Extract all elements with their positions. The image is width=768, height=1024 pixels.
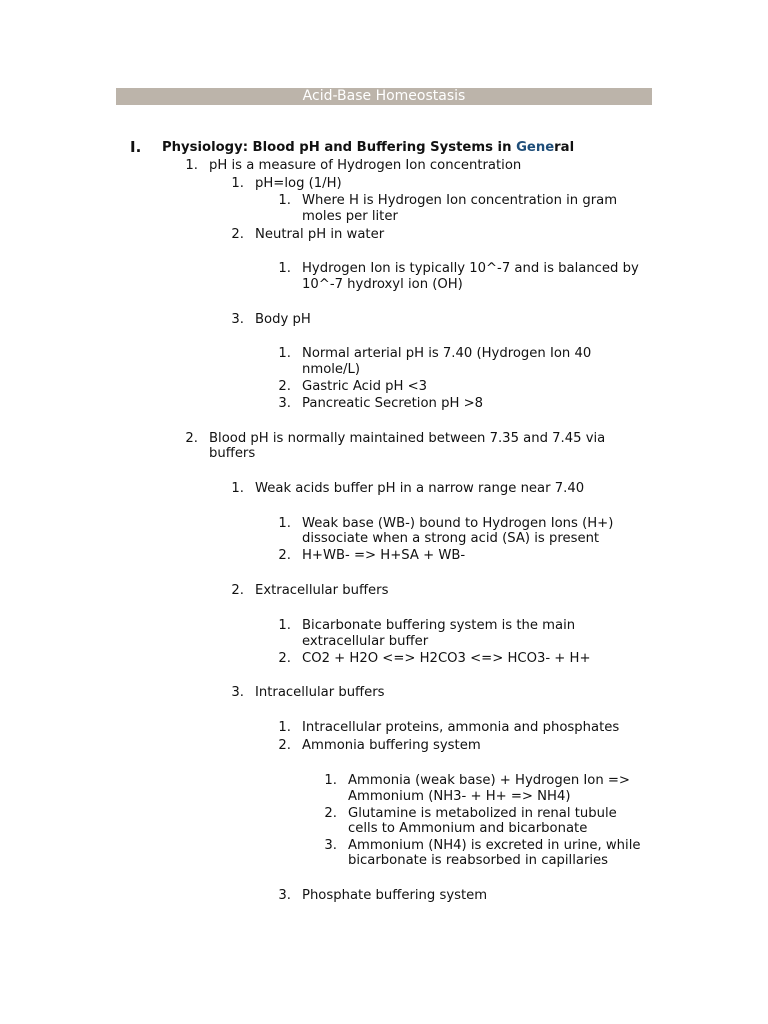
list-item-continued: extracellular buffer xyxy=(302,634,429,649)
list-number: 2. xyxy=(278,651,291,666)
list-number: 2. xyxy=(231,583,244,598)
list-item: Ammonia buffering system xyxy=(302,738,481,753)
list-number: 2. xyxy=(324,806,337,821)
list-number: 3. xyxy=(231,685,244,700)
list-item: Pancreatic Secretion pH >8 xyxy=(302,396,484,411)
list-item: Neutral pH in water xyxy=(255,227,385,242)
list-item: CO2 + H2O <=> H2CO3 <=> HCO3- + H+ xyxy=(302,651,591,666)
list-number: 2. xyxy=(185,431,198,446)
heading-text-end: ral xyxy=(554,140,575,155)
list-item: pH=log (1/H) xyxy=(255,176,342,191)
list-item-continued: bicarbonate is reabsorbed in capillaries xyxy=(348,853,609,868)
heading-highlight: Gene xyxy=(516,140,555,155)
list-number: 1. xyxy=(231,176,244,191)
list-item: Glutamine is metabolized in renal tubule xyxy=(348,806,617,821)
heading-text: Physiology: Blood pH and Buffering Systems in xyxy=(162,140,517,155)
list-number: 3. xyxy=(278,888,291,903)
list-number: 1. xyxy=(231,481,244,496)
list-item: H+WB- => H+SA + WB- xyxy=(302,548,466,563)
list-number: 1. xyxy=(185,158,198,173)
list-item-continued: buffers xyxy=(209,446,256,461)
list-number: 2. xyxy=(278,379,291,394)
list-number: 1. xyxy=(278,346,291,361)
document-title: Acid-Base Homeostasis xyxy=(116,88,652,105)
list-item-continued: 10^-7 hydroxyl ion (OH) xyxy=(302,277,463,292)
list-item: Weak acids buffer pH in a narrow range near 7.40 xyxy=(255,481,585,496)
list-item: Bicarbonate buffering system is the main xyxy=(302,618,576,633)
list-item: Weak base (WB-) bound to Hydrogen Ions (H+) xyxy=(302,516,614,531)
list-number: 1. xyxy=(324,773,337,788)
list-item: Gastric Acid pH <3 xyxy=(302,379,428,394)
list-item-continued: cells to Ammonium and bicarbonate xyxy=(348,821,588,836)
list-item: Intracellular proteins, ammonia and phosphates xyxy=(302,720,620,735)
list-number: 1. xyxy=(278,193,291,208)
list-number: 3. xyxy=(231,312,244,327)
list-item: Hydrogen Ion is typically 10^-7 and is balanced by xyxy=(302,261,639,276)
list-number: 3. xyxy=(324,838,337,853)
list-item-continued: Ammonium (NH3- + H+ => NH4) xyxy=(348,789,571,804)
list-item: Phosphate buffering system xyxy=(302,888,488,903)
list-number: 2. xyxy=(278,738,291,753)
list-item: Normal arterial pH is 7.40 (Hydrogen Ion 40 xyxy=(302,346,592,361)
section-heading xyxy=(162,140,574,156)
list-number: 2. xyxy=(278,548,291,563)
list-item: Ammonium (NH4) is excreted in urine, while xyxy=(348,838,641,853)
list-number: 1. xyxy=(278,261,291,276)
list-number: 2. xyxy=(231,227,244,242)
list-number: 1. xyxy=(278,618,291,633)
section-numeral: I. xyxy=(130,138,142,156)
list-item: Intracellular buffers xyxy=(255,685,385,700)
list-item: pH is a measure of Hydrogen Ion concentration xyxy=(209,158,522,173)
list-item: Ammonia (weak base) + Hydrogen Ion => xyxy=(348,773,630,788)
list-item: Body pH xyxy=(255,312,311,327)
list-number: 1. xyxy=(278,720,291,735)
list-item: Blood pH is normally maintained between 7.35 and 7.45 via xyxy=(209,431,606,446)
list-item: Where H is Hydrogen Ion concentration in gram xyxy=(302,193,618,208)
list-item-continued: moles per liter xyxy=(302,209,398,224)
list-item-continued: dissociate when a strong acid (SA) is present xyxy=(302,531,600,546)
list-item: Extracellular buffers xyxy=(255,583,389,598)
list-number: 3. xyxy=(278,396,291,411)
list-number: 1. xyxy=(278,516,291,531)
list-item-continued: nmole/L) xyxy=(302,362,360,377)
